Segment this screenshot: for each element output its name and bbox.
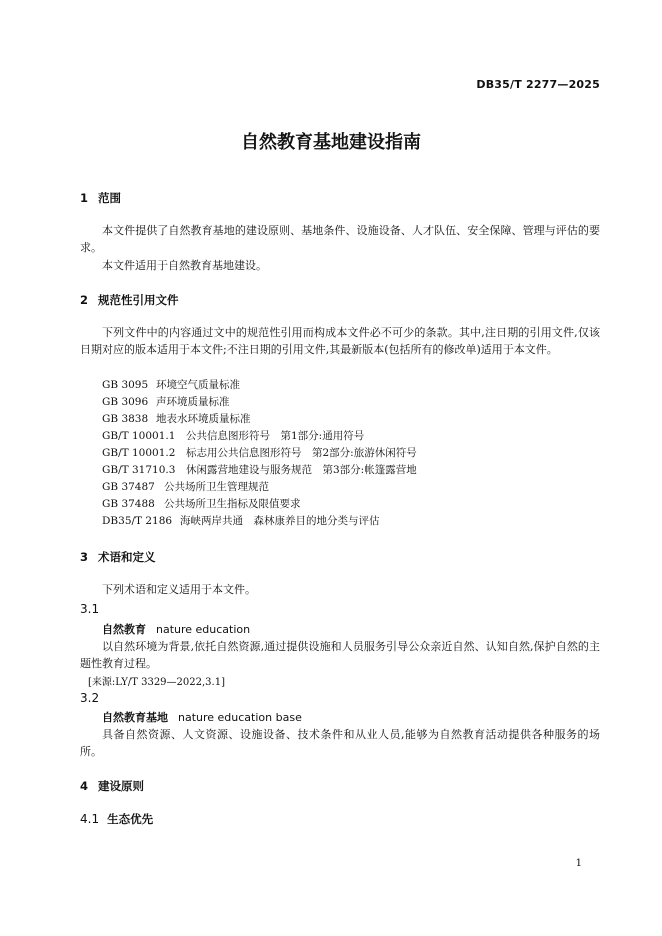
reference-code: GB 3095 [102,379,149,391]
reference-item [102,445,417,460]
normative-refs-intro: 下列文件中的内容通过文中的规范性引用而构成本文件必不可少的条款。其中,注日期的引用文件,仅该日期对应的版本适用于本文件;不注日期的引用文件,其最新版本(包括所有的修改单)适用于本文件。 [80,326,600,356]
reference-code: GB 37488 [102,498,155,510]
reference-title: 公共场所卫生指标及限值要求 [164,498,301,510]
reference-item [102,428,364,443]
reference-code: GB 3838 [102,413,149,425]
section-1-heading [80,190,121,206]
section-number: 2 [80,293,89,307]
term-number: 3.2 [80,691,100,705]
reference-code: GB 37487 [102,481,155,493]
reference-item [102,513,380,528]
subsection-number: 4.1 [80,812,100,826]
scope-paragraph-2: 本文件适用于自然教育基地建设。 [102,259,267,272]
document-title: 自然教育基地建设指南 [241,132,421,153]
reference-title: 海峡两岸共通 森林康养目的地分类与评估 [180,515,380,527]
section-number: 3 [80,550,89,564]
section-title: 建设原则 [98,779,144,793]
section-title: 术语和定义 [98,550,156,564]
term-entry [102,621,250,637]
reference-code: GB/T 31710.3 [102,464,176,476]
reference-title: 声环境质量标准 [156,396,230,408]
standard-code: DB35/T 2277—2025 [476,78,600,91]
reference-code: GB 3096 [102,396,149,408]
section-3-heading [80,549,156,565]
section-number: 4 [80,779,89,793]
scope-paragraph-1: 本文件提供了自然教育基地的建设原则、基地条件、设施设备、人才队伍、安全保障、管理与评估的要求。 [80,224,600,254]
reference-item [102,479,269,494]
reference-item [102,394,230,409]
term-source: [来源:LY/T 3329—2022,3.1] [88,677,225,688]
term-definition: 具备自然资源、人文资源、设施设备、技术条件和从业人员,能够为自然教育活动提供各种服务的场所。 [80,728,600,758]
reference-title: 休闲露营地建设与服务规范 第3部分:帐篷露营地 [186,464,417,476]
term-en: nature education [156,623,251,636]
reference-item [102,496,301,511]
section-title: 范围 [98,191,121,205]
section-number: 1 [80,191,89,205]
term-number: 3.1 [80,602,100,616]
reference-code: GB/T 10001.1 [102,430,176,442]
subsection-title: 生态优先 [107,812,154,826]
reference-code: GB/T 10001.2 [102,447,176,459]
terms-intro: 下列术语和定义适用于本文件。 [102,583,256,596]
reference-title: 地表水环境质量标准 [156,413,251,425]
section-2-heading [80,292,179,308]
section-4-heading [80,778,144,794]
term-en: nature education base [178,711,302,724]
reference-title: 标志用公共信息图形符号 第2部分:旅游休闲符号 [186,447,417,459]
subsection-4-1-heading [80,811,153,827]
term-zh: 自然教育基地 [102,711,168,724]
reference-code: DB35/T 2186 [102,515,173,527]
reference-item [102,377,240,392]
section-title: 规范性引用文件 [98,293,179,307]
term-zh: 自然教育 [102,623,146,636]
reference-title: 公共场所卫生管理规范 [164,481,269,493]
reference-item [102,411,251,426]
term-entry [102,709,302,725]
reference-item [102,462,417,477]
page-number: 1 [575,858,582,869]
reference-title: 公共信息图形符号 第1部分:通用符号 [186,430,365,442]
term-definition: 以自然环境为背景,依托自然资源,通过提供设施和人员服务引导公众亲近自然、认知自然,保护自然的主题性教育过程。 [80,640,600,670]
reference-title: 环境空气质量标准 [156,379,240,391]
